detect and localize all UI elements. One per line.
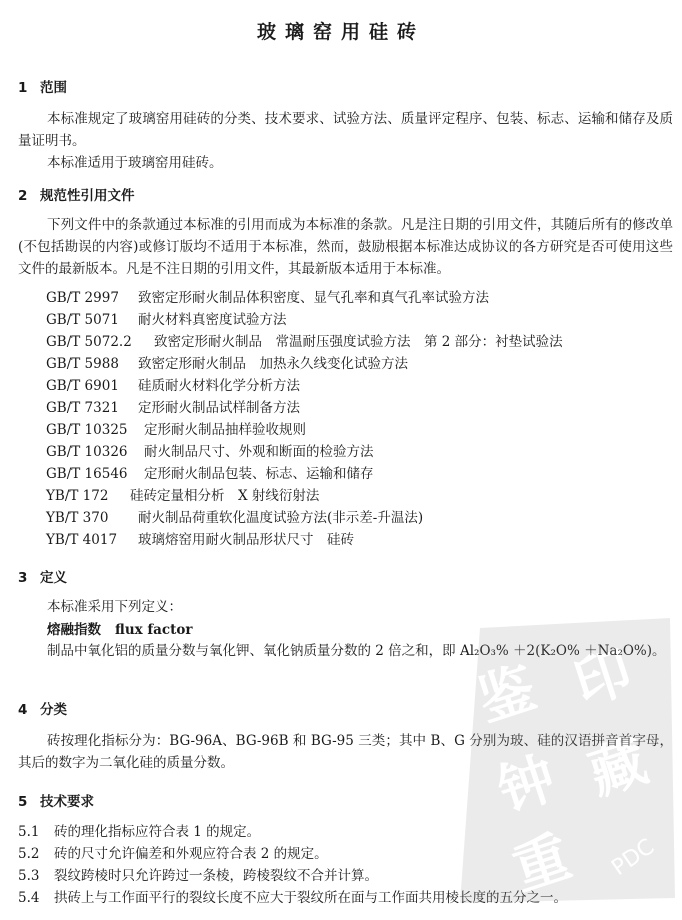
reference-item bbox=[46, 374, 300, 394]
reference-item bbox=[46, 308, 287, 328]
reference-title: 硅砖定量相分析 X 射线衍射法 bbox=[130, 488, 320, 504]
scope-paragraph: 本标准规定了玻璃窑用硅砖的分类、技术要求、试验方法、质量评定程序、包装、标志、运输和储存及质量证明书。 bbox=[18, 111, 673, 149]
reference-title: 耐火制品荷重软化温度试验方法(非示差-升温法) bbox=[138, 510, 424, 526]
clause-text: 砖的尺寸允许偏差和外观应符合表 2 的规定。 bbox=[54, 846, 328, 862]
reference-code: GB/T 5988 bbox=[46, 356, 119, 372]
reference-code: GB/T 5071 bbox=[46, 312, 119, 328]
term-chinese: 熔融指数 bbox=[47, 622, 101, 638]
clause-number: 5.1 bbox=[18, 824, 40, 840]
reference-title: 致密定形耐火制品 加热永久线变化试验方法 bbox=[138, 356, 408, 372]
reference-item bbox=[46, 506, 423, 526]
reference-code: GB/T 10326 bbox=[46, 444, 128, 460]
reference-item bbox=[46, 528, 354, 548]
reference-item bbox=[46, 484, 319, 504]
reference-title: 玻璃熔窑用耐火制品形状尺寸 硅砖 bbox=[138, 532, 354, 548]
reference-code: GB/T 5072.2 bbox=[46, 334, 132, 350]
section-heading-normative-references bbox=[18, 184, 135, 204]
section-title: 规范性引用文件 bbox=[40, 188, 135, 204]
reference-title: 定形耐火制品包装、标志、运输和储存 bbox=[144, 466, 374, 482]
reference-code: GB/T 6901 bbox=[46, 378, 119, 394]
section-title: 技术要求 bbox=[40, 794, 94, 810]
clause-text: 拱砖上与工作面平行的裂纹长度不应大于裂纹所在面与工作面共用棱长度的五分之一。 bbox=[54, 890, 567, 906]
reference-code: YB/T 4017 bbox=[46, 532, 118, 548]
reference-code: YB/T 172 bbox=[46, 488, 109, 504]
section-heading-scope bbox=[18, 76, 67, 96]
reference-title: 定形耐火制品抽样验收规则 bbox=[144, 422, 306, 438]
reference-title: 耐火材料真密度试验方法 bbox=[138, 312, 287, 328]
classification-paragraph: 砖按理化指标分为：BG-96A、BG-96B 和 BG-95 三类；其中 B、G 分别为玻、硅的汉语拼音首字母，其后的数字为二氧化硅的质量分数。 bbox=[18, 733, 673, 771]
clause-item bbox=[18, 886, 567, 906]
reference-title: 硅质耐火材料化学分析方法 bbox=[138, 378, 300, 394]
section-heading-definitions bbox=[18, 566, 67, 586]
svg-text:印: 印 bbox=[566, 637, 640, 719]
reference-item bbox=[46, 286, 489, 306]
clause-text: 裂纹跨棱时只允许跨过一条棱，跨棱裂纹不合并计算。 bbox=[54, 868, 378, 884]
reference-code: GB/T 16546 bbox=[46, 466, 128, 482]
clause-number: 5.4 bbox=[18, 890, 40, 906]
reference-code: YB/T 370 bbox=[46, 510, 109, 526]
reference-code: GB/T 2997 bbox=[46, 290, 119, 306]
section-number: 4 bbox=[18, 702, 28, 718]
term-entry bbox=[47, 618, 193, 638]
section-title: 定义 bbox=[40, 570, 67, 586]
reference-item bbox=[46, 462, 374, 482]
reference-item bbox=[46, 440, 374, 460]
references-intro: 下列文件中的条款通过本标准的引用而成为本标准的条款。凡是注日期的引用文件，其随后所有的修改单(不包括勘误的内容)或修订版均不适用于本标准，然而，鼓励根据本标准达成协议的各方研究是否可使用这些文件的最新版本。凡是不注日期的引用文件，其最新版本适用于本标准。 bbox=[18, 217, 673, 277]
svg-text:钟: 钟 bbox=[490, 744, 564, 825]
section-number: 1 bbox=[18, 80, 28, 96]
section-title: 分类 bbox=[40, 702, 67, 718]
clause-item bbox=[18, 820, 260, 840]
clause-item bbox=[18, 864, 378, 884]
term-definition: 制品中氧化铝的质量分数与氧化钾、氧化钠质量分数的 2 倍之和，即 Al₂O₃% ＋2(K₂O% ＋Na₂O%)。 bbox=[47, 643, 666, 659]
scope-applicability: 本标准适用于玻璃窑用硅砖。 bbox=[47, 155, 223, 171]
reference-title: 致密定形耐火制品体积密度、显气孔率和真气孔率试验方法 bbox=[138, 290, 489, 306]
svg-text:藏: 藏 bbox=[581, 727, 655, 809]
reference-code: GB/T 7321 bbox=[46, 400, 119, 416]
watermark-text: PDC bbox=[607, 834, 659, 881]
svg-text:鉴: 鉴 bbox=[470, 654, 544, 735]
term-english: flux factor bbox=[115, 622, 193, 638]
clause-number: 5.3 bbox=[18, 868, 40, 884]
section-title: 范围 bbox=[40, 80, 67, 96]
reference-item bbox=[46, 330, 563, 350]
reference-title: 致密定形耐火制品 常温耐压强度试验方法 第 2 部分：衬垫试验法 bbox=[154, 334, 563, 350]
section-number: 3 bbox=[18, 570, 28, 586]
reference-title: 定形耐火制品试样制备方法 bbox=[138, 400, 300, 416]
section-number: 2 bbox=[18, 188, 28, 204]
reference-item bbox=[46, 418, 306, 438]
reference-item bbox=[46, 352, 408, 372]
reference-title: 耐火制品尺寸、外观和断面的检验方法 bbox=[144, 444, 374, 460]
svg-text:重: 重 bbox=[504, 823, 579, 904]
reference-code: GB/T 10325 bbox=[46, 422, 128, 438]
reference-item bbox=[46, 396, 300, 416]
clause-item bbox=[18, 842, 328, 862]
section-number: 5 bbox=[18, 794, 28, 810]
clause-text: 砖的理化指标应符合表 1 的规定。 bbox=[54, 824, 261, 840]
document-title: 玻璃窑用硅砖 bbox=[256, 21, 425, 43]
section-heading-technical-requirements bbox=[18, 790, 94, 810]
clause-number: 5.2 bbox=[18, 846, 40, 862]
definitions-intro: 本标准采用下列定义： bbox=[47, 599, 182, 615]
section-heading-classification bbox=[18, 698, 67, 718]
